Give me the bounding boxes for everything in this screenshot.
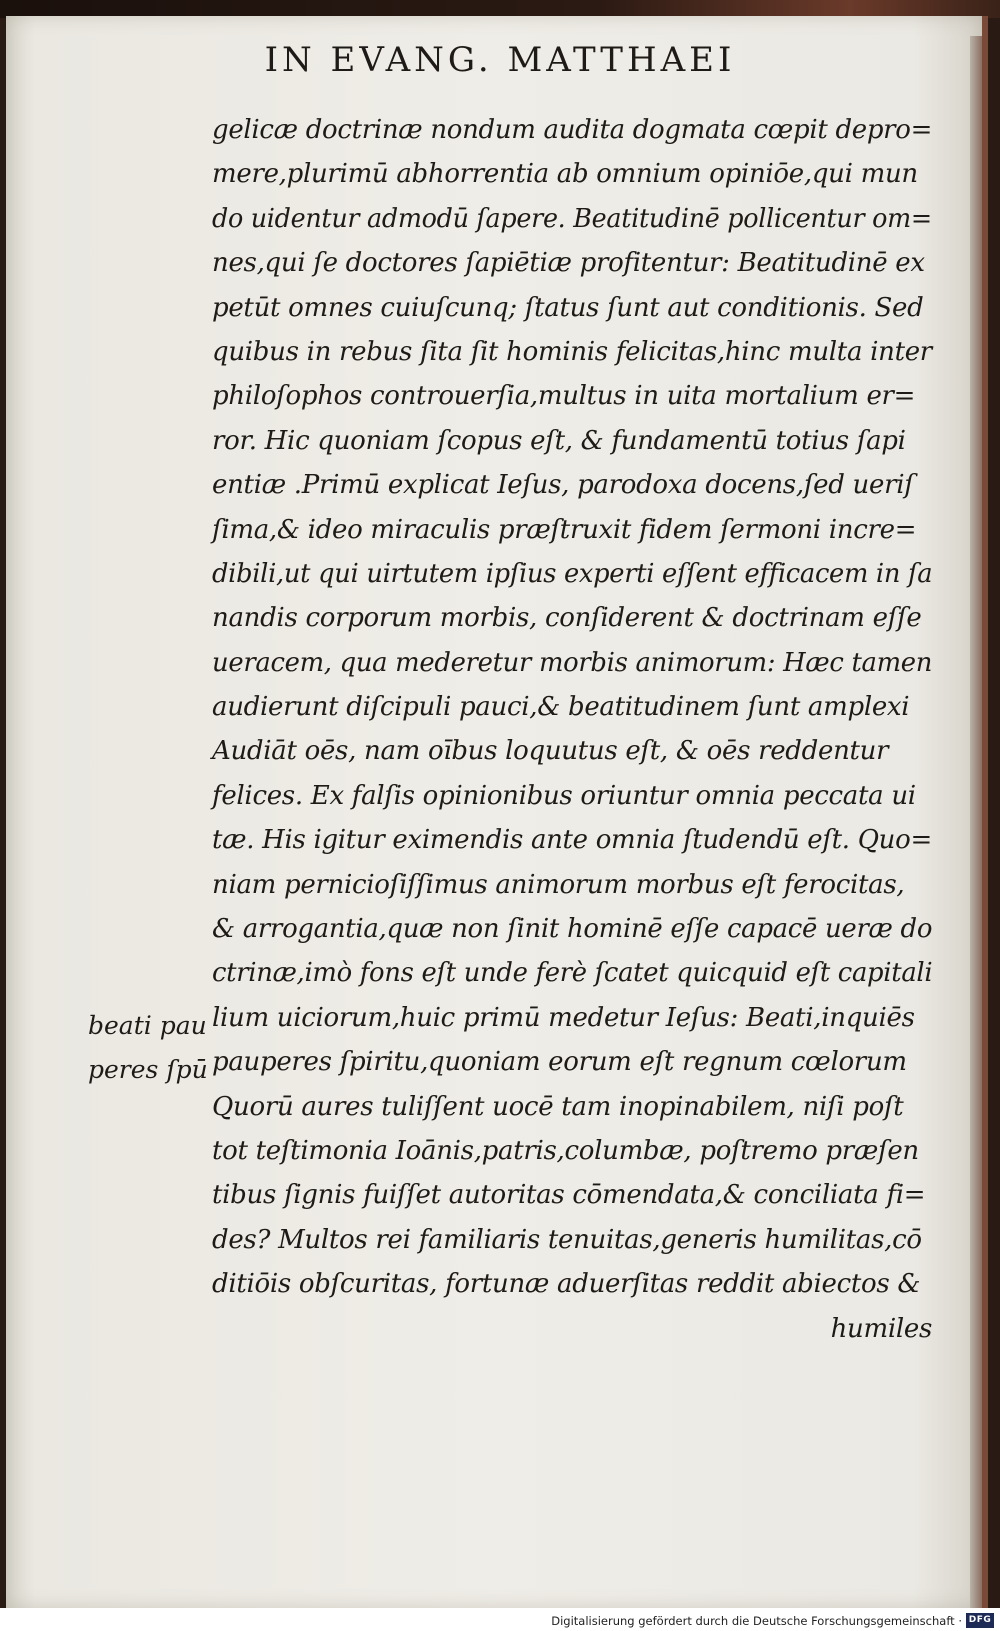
page-edge — [970, 36, 982, 1616]
text-line: tæ. His igitur eximendis ante omnia ſtudendū eſt. Quo= — [212, 825, 932, 856]
text-line: nandis corporum morbis, conſiderent & doctrinam eſſe — [212, 603, 922, 634]
digitization-footer — [0, 1608, 1000, 1631]
text-line: tot teſtimonia Ioānis,patris,columbæ, poſtremo præſen — [212, 1135, 919, 1166]
text-line: ror. Hic quoniam ſcopus eſt, & fundamentū totius ſapi — [212, 425, 906, 456]
text-line: pauperes ſpiritu,quoniam eorum eſt regnum cœlorum — [212, 1047, 907, 1078]
text-line: des? Multos rei familiaris tenuitas,generis humilitas,cō — [212, 1224, 922, 1255]
text-line: do uidentur admodū ſapere. Beatitudinē pollicentur om= — [212, 203, 932, 234]
text-line: dibili,ut qui uirtutem ipſius experti eſſent efficacem in ſa — [212, 558, 933, 589]
text-line: ueracem, qua mederetur morbis animorum: Hæc tamen — [212, 647, 933, 678]
text-line: nes,qui ſe doctores ſapiētiæ profitentur: Beatitudinē ex — [212, 248, 925, 279]
text-line: entiæ .Primū explicat Ieſus, parodoxa docens,ſed ueriſ — [212, 470, 914, 501]
marginal-note-line: peres ſpū — [88, 1055, 208, 1085]
body-text — [212, 108, 932, 1351]
text-line: petūt omnes cuiuſcunq; ſtatus ſunt aut conditionis. Sed — [212, 292, 924, 323]
text-line: & arrogantia,quæ non ſinit hominē eſſe capacē ueræ do — [212, 914, 933, 945]
footer-credit: Digitalisierung gefördert durch die Deutsche Forschungsgemeinschaft · — [551, 1614, 962, 1628]
text-line: philoſophos controuerſia,multus in uita mortalium er= — [212, 381, 916, 412]
text-line: ctrinæ,imò fons eſt unde ferè ſcatet quicquid eſt capitali — [212, 958, 933, 989]
text-line: lium uiciorum,huic primū medetur Ieſus: Beati,inquiēs — [212, 1002, 915, 1033]
marginal-note — [88, 1004, 218, 1093]
text-line: felices. Ex falſis opinionibus oriuntur omnia peccata ui — [212, 780, 916, 811]
text-line: Quorū aures tuliſſent uocē tam inopinabilem, niſi poſt — [212, 1091, 904, 1122]
text-line: ſima,& ideo miraculis præſtruxit fidem ſermoni incre= — [212, 514, 917, 545]
running-head: IN EVANG. MATTHAEI — [264, 40, 736, 80]
marginal-note-line: beati pau — [88, 1011, 207, 1040]
text-line: mere,plurimū abhorrentia ab omnium opiniōe,qui mun — [212, 159, 918, 190]
text-line: niam pernicioſiſſimus animorum morbus eſt ferocitas, — [212, 869, 905, 900]
text-line: gelicæ doctrinæ nondum audita dogmata cœpit depro= — [212, 115, 933, 145]
text-line: Audiāt oēs, nam oībus loquutus eſt, & oēs reddentur — [212, 736, 889, 767]
text-line: audierunt diſcipuli pauci,& beatitudinem ſunt amplexi — [212, 692, 910, 723]
text-line: quibus in rebus ſita ſit hominis felicitas,hinc multa inter — [212, 336, 932, 367]
catchword: humiles — [830, 1313, 932, 1344]
dfg-logo: DFG — [966, 1613, 994, 1628]
text-line: ditiōis obſcuritas, fortunæ aduerſitas reddit abiectos & — [212, 1269, 921, 1300]
text-line: tibus ſignis fuiſſet autoritas cōmendata,& conciliata fi= — [212, 1180, 926, 1211]
